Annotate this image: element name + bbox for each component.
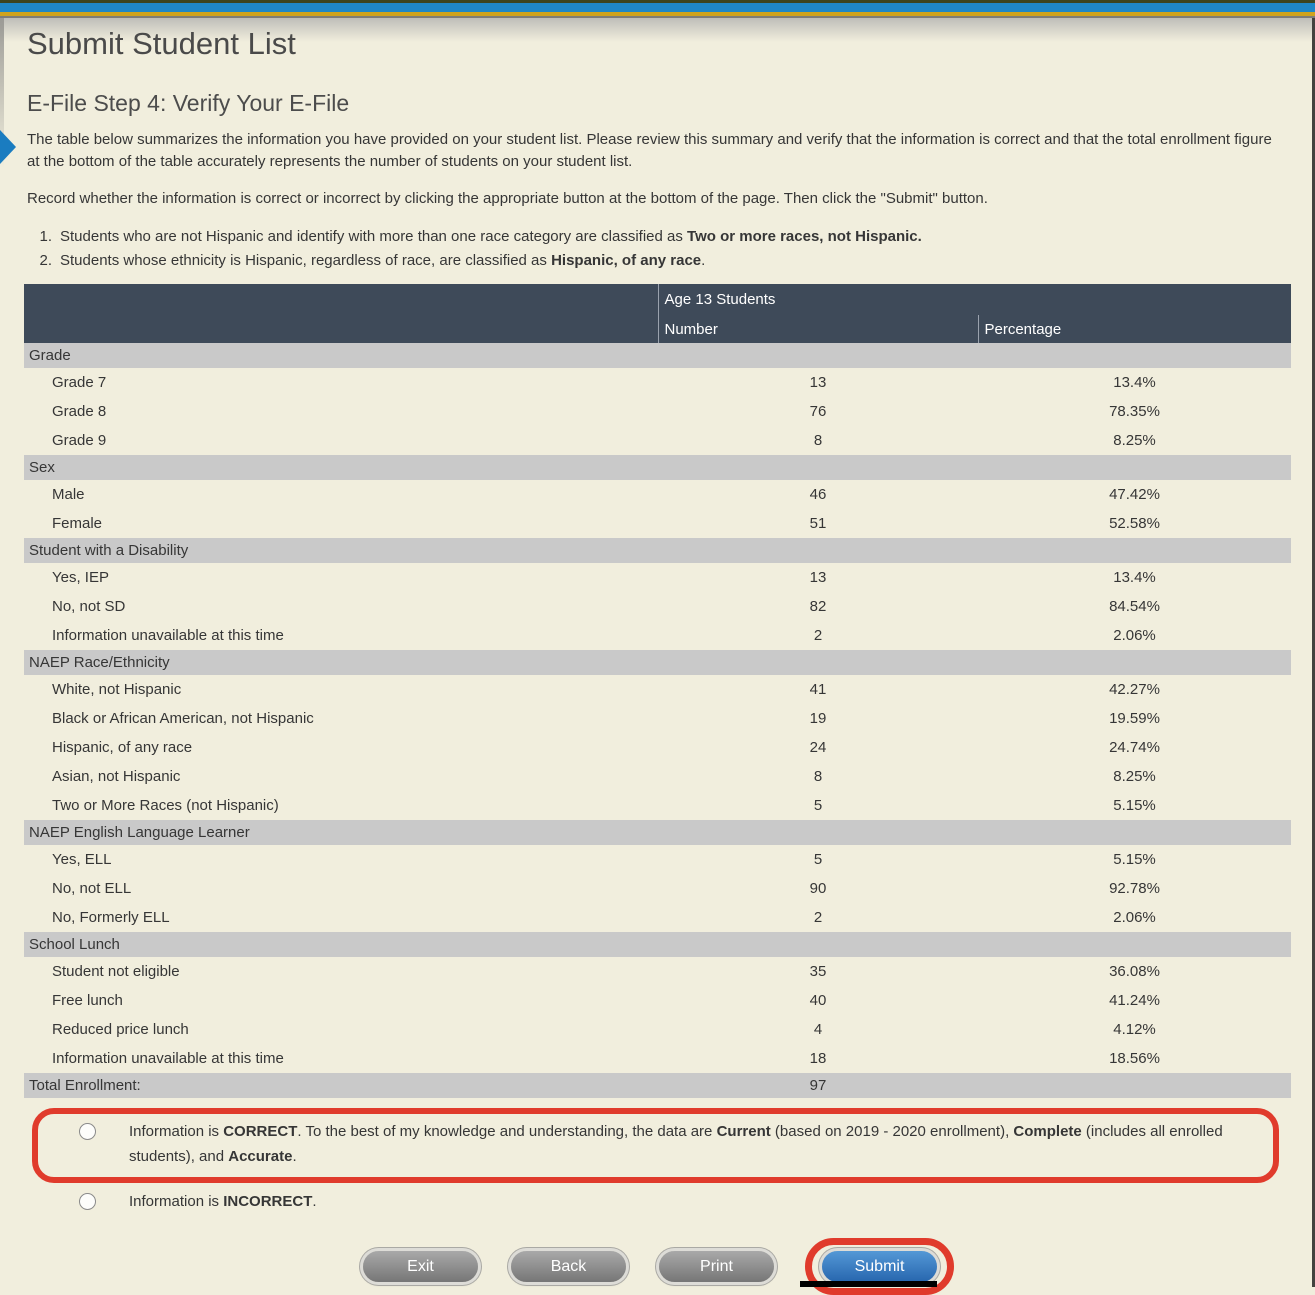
section-name-cell: NAEP English Language Learner [24, 820, 1291, 845]
table-section-row [24, 343, 1291, 368]
row-number-cell: 5 [813, 851, 823, 868]
row-percentage-cell: 84.54% [1109, 598, 1160, 615]
row-number-cell: 18 [809, 1050, 827, 1067]
radio-label-incorrect[interactable]: Information is INCORRECT. [129, 1193, 317, 1210]
table-row [24, 986, 1291, 1015]
row-label-cell: Black or African American, not Hispanic [52, 710, 314, 727]
radio-label-correct[interactable]: Information is CORRECT. To the best of my knowledge and understanding, the data are Current (based on 2019 - 2020 enrollment), Complete (includes all enrolled students), and Accurate. [129, 1123, 1223, 1165]
annotation-box-correct [32, 1108, 1279, 1183]
footnote-item [32, 225, 1291, 249]
row-number-cell: 35 [809, 963, 827, 980]
row-label-cell: Grade 9 [52, 432, 107, 449]
table-row [24, 1044, 1291, 1073]
row-label-cell: Yes, IEP [52, 569, 109, 586]
table-section-row [24, 455, 1291, 480]
student-summary-table [24, 284, 1291, 1098]
row-percentage-cell: 13.4% [1113, 374, 1156, 391]
table-row [24, 592, 1291, 621]
section-name-cell: NAEP Race/Ethnicity [24, 650, 1291, 675]
footnote-item [32, 249, 1291, 273]
row-label-cell: Hispanic, of any race [52, 739, 193, 756]
row-label-cell: No, not SD [52, 598, 126, 615]
row-number-cell: 8 [813, 432, 823, 449]
table-row [24, 733, 1291, 762]
row-number-cell: 90 [809, 880, 827, 897]
header-spacer-cell [24, 284, 658, 315]
submit-button[interactable]: Submit [822, 1251, 937, 1282]
row-number-cell: 4 [813, 1021, 823, 1038]
total-number-cell: 97 [658, 1073, 978, 1098]
row-number-cell: 5 [813, 797, 823, 814]
row-label-cell: Free lunch [52, 992, 123, 1009]
exit-button[interactable]: Exit [363, 1251, 478, 1282]
row-label-cell: Grade 8 [52, 403, 107, 420]
action-button-row [24, 1251, 1291, 1282]
step-arrow-icon [0, 130, 16, 164]
footnote-text: Students whose ethnicity is Hispanic, regardless of race, are classified as Hispanic, of any race. [60, 252, 706, 269]
total-empty-cell [978, 1073, 1291, 1098]
header-spacer-cell [24, 315, 658, 343]
table-row [24, 368, 1291, 397]
footnote-list [32, 225, 1291, 273]
row-label-cell: Information unavailable at this time [52, 627, 284, 644]
row-number-cell: 40 [809, 992, 827, 1009]
back-button[interactable]: Back [511, 1251, 626, 1282]
row-percentage-cell: 8.25% [1113, 768, 1156, 785]
table-row [24, 791, 1291, 820]
row-number-cell: 19 [809, 710, 827, 727]
row-label-cell: Female [52, 515, 103, 532]
row-number-cell: 41 [809, 681, 827, 698]
row-number-cell: 82 [809, 598, 827, 615]
table-section-row [24, 650, 1291, 675]
radio-option-correct [38, 1119, 1265, 1169]
table-row [24, 1015, 1291, 1044]
row-label-cell: No, Formerly ELL [52, 909, 170, 926]
row-percentage-cell: 41.24% [1109, 992, 1160, 1009]
row-percentage-cell: 2.06% [1113, 627, 1156, 644]
row-percentage-cell: 2.06% [1113, 909, 1156, 926]
table-row [24, 509, 1291, 538]
row-percentage-cell: 8.25% [1113, 432, 1156, 449]
table-row [24, 957, 1291, 986]
table-section-row [24, 538, 1291, 563]
footnote-number: 2. [39, 252, 52, 269]
row-number-cell: 24 [809, 739, 827, 756]
table-row [24, 621, 1291, 650]
footnote-number: 1. [39, 228, 52, 245]
row-number-cell: 46 [809, 486, 827, 503]
section-name-cell: Grade [24, 343, 1291, 368]
row-percentage-cell: 92.78% [1109, 880, 1160, 897]
total-enrollment-row [24, 1073, 1291, 1098]
table-row [24, 563, 1291, 592]
bottom-cursor-bar [800, 1281, 937, 1287]
table-row [24, 426, 1291, 455]
table-row [24, 704, 1291, 733]
row-percentage-cell: 42.27% [1109, 681, 1160, 698]
row-percentage-cell: 5.15% [1113, 851, 1156, 868]
table-row [24, 675, 1291, 704]
row-label-cell: Yes, ELL [52, 851, 112, 868]
print-button[interactable]: Print [659, 1251, 774, 1282]
row-percentage-cell: 19.59% [1109, 710, 1160, 727]
row-label-cell: Two or More Races (not Hispanic) [52, 797, 279, 814]
row-percentage-cell: 78.35% [1109, 403, 1160, 420]
row-label-cell: Male [52, 486, 85, 503]
intro-paragraph: The table below summarizes the information you have provided on your student list. Please review this summary and verify that the information is correct and that the total enrollment figure at the bottom of the table accurately represents the number of students on your student list. [27, 131, 1272, 170]
row-number-cell: 51 [809, 515, 827, 532]
table-header-group-row [24, 284, 1291, 315]
section-name-cell: School Lunch [24, 932, 1291, 957]
row-percentage-cell: 52.58% [1109, 515, 1160, 532]
row-label-cell: Information unavailable at this time [52, 1050, 284, 1067]
row-label-cell: Reduced price lunch [52, 1021, 189, 1038]
row-number-cell: 2 [813, 627, 823, 644]
number-column-header: Number [658, 315, 978, 343]
top-bar-blue [0, 3, 1315, 12]
row-label-cell: Asian, not Hispanic [52, 768, 181, 785]
section-name-cell: Sex [24, 455, 1291, 480]
step-heading: E-File Step 4: Verify Your E-File [27, 90, 350, 116]
table-row [24, 480, 1291, 509]
table-section-row [24, 932, 1291, 957]
row-percentage-cell: 13.4% [1113, 569, 1156, 586]
total-label-cell: Total Enrollment: [24, 1073, 658, 1098]
row-number-cell: 2 [813, 909, 823, 926]
table-row [24, 762, 1291, 791]
table-header-row [24, 315, 1291, 343]
table-row [24, 845, 1291, 874]
row-label-cell: White, not Hispanic [52, 681, 182, 698]
radio-incorrect[interactable] [79, 1193, 96, 1210]
row-number-cell: 13 [809, 374, 827, 391]
row-label-cell: Grade 7 [52, 374, 107, 391]
row-number-cell: 13 [809, 569, 827, 586]
age-group-header: Age 13 Students [658, 284, 1291, 315]
page-title: Submit Student List [27, 26, 296, 61]
row-label-cell: Student not eligible [52, 963, 180, 980]
row-percentage-cell: 5.15% [1113, 797, 1156, 814]
table-section-row [24, 820, 1291, 845]
instruction-paragraph: Record whether the information is correct or incorrect by clicking the appropriate button at the bottom of the page. Then click the "Submit" button. [27, 190, 988, 207]
row-percentage-cell: 18.56% [1109, 1050, 1160, 1067]
radio-option-incorrect [38, 1189, 1291, 1214]
table-row [24, 874, 1291, 903]
section-name-cell: Student with a Disability [24, 538, 1291, 563]
row-number-cell: 8 [813, 768, 823, 785]
row-number-cell: 76 [809, 403, 827, 420]
table-row [24, 397, 1291, 426]
row-percentage-cell: 24.74% [1109, 739, 1160, 756]
row-percentage-cell: 36.08% [1109, 963, 1160, 980]
footnote-text: Students who are not Hispanic and identify with more than one race category are classified as Two or more races, not Hispanic. [60, 228, 922, 245]
row-label-cell: No, not ELL [52, 880, 132, 897]
row-percentage-cell: 4.12% [1113, 1021, 1156, 1038]
radio-correct[interactable] [79, 1123, 96, 1140]
table-row [24, 903, 1291, 932]
row-percentage-cell: 47.42% [1109, 486, 1160, 503]
percentage-column-header: Percentage [978, 315, 1291, 343]
